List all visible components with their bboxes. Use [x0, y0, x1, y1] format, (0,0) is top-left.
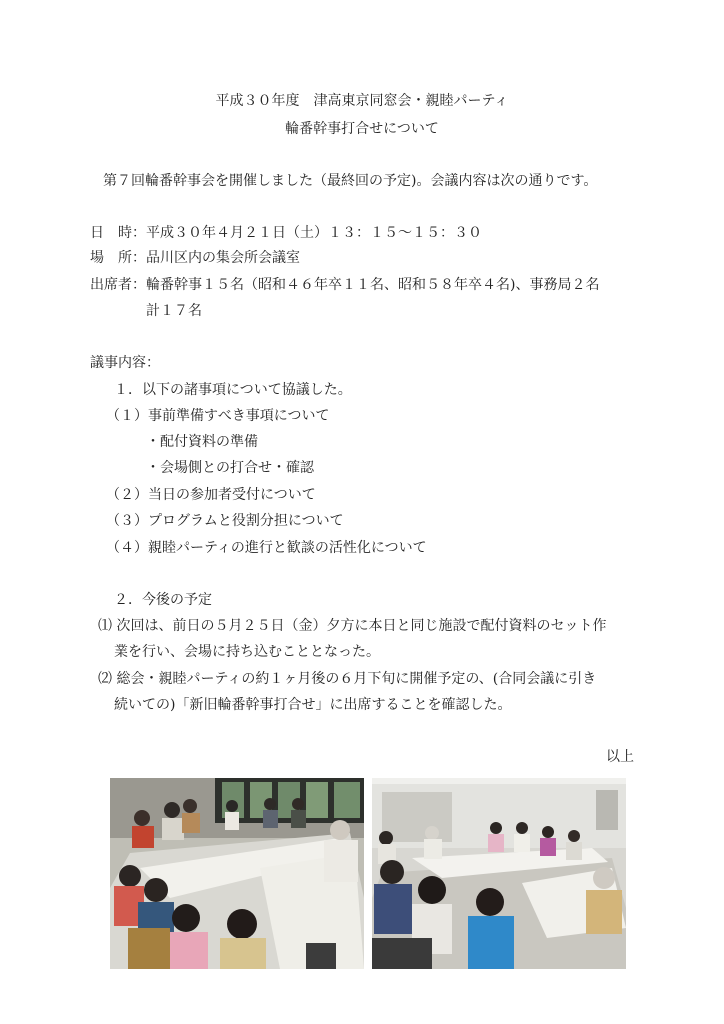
date-row — [90, 224, 482, 242]
place-label: 場 所： — [90, 250, 146, 266]
place-row — [90, 249, 300, 267]
meeting-photo-left — [110, 778, 364, 969]
document-subtitle: 輪番幹事打合せについて — [285, 121, 439, 137]
schedule-item-1-line1: ⑴ 次回は、前日の５月２５日（金）夕方に本日と同じ施設で配付資料のセット作 — [98, 618, 607, 634]
schedule-item-2-line2: 続いての)「新旧輪番幹事打合せ」に出席することを確認した。 — [114, 697, 512, 713]
document-title: 平成３０年度 津高東京同窓会・親睦パーティ — [215, 93, 509, 109]
agenda-subitem-2: ・会場側との打合せ・確認 — [146, 460, 314, 476]
schedule-item-1-line2: 業を行い、会場に持ち込むこととなった。 — [114, 644, 380, 660]
attendees-row — [90, 276, 599, 294]
agenda-item-2: （２）当日の参加者受付について — [106, 487, 316, 503]
agenda-section2-title: ２．今後の予定 — [114, 592, 212, 608]
place-value: 品川区内の集会所会議室 — [146, 250, 300, 266]
date-value: 平成３０年４月２１日（土）１３：１５～１５：３０ — [146, 225, 482, 241]
intro-text: 第７回輪番幹事会を開催しました（最終回の予定)。会議内容は次の通りです。 — [103, 173, 598, 189]
schedule-item-2-line1: ⑵ 総会・親睦パーティの約１ヶ月後の６月下旬に開催予定の、(合同会議に引き — [98, 671, 597, 687]
meeting-photo-right — [372, 778, 626, 969]
agenda-item-4: （４）親睦パーティの進行と歓談の活性化について — [106, 540, 427, 556]
agenda-heading: 議事内容： — [90, 355, 160, 371]
date-label: 日 時： — [90, 225, 146, 241]
attendees-label: 出席者： — [90, 277, 146, 293]
attendees-total: 計１７名 — [146, 303, 202, 319]
agenda-section1-title: １．以下の諸事項について協議した。 — [114, 382, 352, 398]
closing-text: 以上 — [606, 749, 634, 765]
agenda-item-1: （１）事前準備すべき事項について — [106, 408, 330, 424]
agenda-item-3: （３）プログラムと役割分担について — [106, 513, 344, 529]
attendees-value: 輪番幹事１５名（昭和４６年卒１１名、昭和５８年卒４名)、事務局２名 — [146, 277, 600, 293]
agenda-subitem-1: ・配付資料の準備 — [146, 434, 258, 450]
